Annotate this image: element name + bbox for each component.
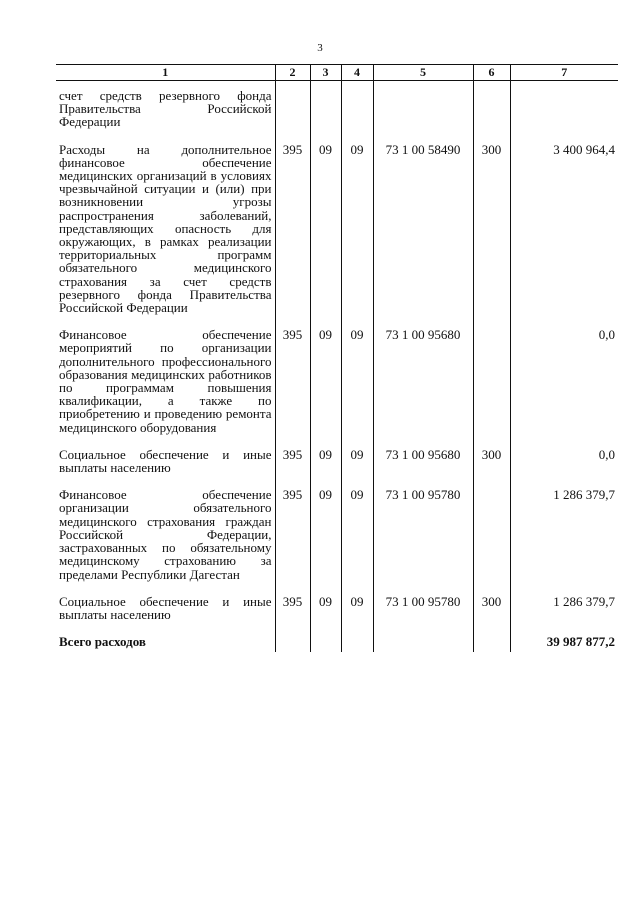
table-row [56, 444, 618, 484]
total-empty-cell [310, 631, 341, 652]
row-amount: 0,0 [510, 444, 618, 484]
row-code-target: 73 1 00 95680 [373, 324, 473, 444]
row-code-admin: 395 [275, 324, 310, 444]
column-header: 4 [341, 65, 373, 81]
row-code-admin [275, 81, 310, 139]
row-code-expense-type: 300 [473, 139, 510, 325]
row-code-section: 09 [310, 324, 341, 444]
column-header: 5 [373, 65, 473, 81]
column-header: 7 [510, 65, 618, 81]
row-code-admin: 395 [275, 591, 310, 631]
row-code-subsection: 09 [341, 444, 373, 484]
total-empty-cell [373, 631, 473, 652]
table-row [56, 484, 618, 590]
row-code-subsection: 09 [341, 591, 373, 631]
row-code-subsection: 09 [341, 484, 373, 590]
row-code-admin: 395 [275, 484, 310, 590]
row-code-target: 73 1 00 95680 [373, 444, 473, 484]
row-code-target: 73 1 00 58490 [373, 139, 473, 325]
row-code-section: 09 [310, 591, 341, 631]
column-header: 3 [310, 65, 341, 81]
table-row [56, 324, 618, 444]
total-empty-cell [473, 631, 510, 652]
row-code-subsection: 09 [341, 139, 373, 325]
row-code-admin: 395 [275, 139, 310, 325]
row-code-section: 09 [310, 484, 341, 590]
row-amount: 3 400 964,4 [510, 139, 618, 325]
total-empty-cell [275, 631, 310, 652]
row-amount: 1 286 379,7 [510, 484, 618, 590]
row-code-section: 09 [310, 139, 341, 325]
table-row [56, 139, 618, 325]
table-header-row [56, 65, 618, 81]
row-description: Социальное обеспечение и иные выплаты населению [59, 446, 272, 476]
row-code-section: 09 [310, 444, 341, 484]
row-code-subsection [341, 81, 373, 139]
row-code-subsection: 09 [341, 324, 373, 444]
total-value: 39 987 877,2 [510, 631, 618, 652]
total-row [56, 631, 618, 652]
total-label: Всего расходов [59, 634, 146, 650]
row-code-expense-type: 300 [473, 591, 510, 631]
row-amount [510, 81, 618, 139]
table-body [56, 81, 618, 653]
row-code-target: 73 1 00 95780 [373, 591, 473, 631]
row-code-target: 73 1 00 95780 [373, 484, 473, 590]
row-amount: 1 286 379,7 [510, 591, 618, 631]
table-row [56, 81, 618, 139]
table-row [56, 591, 618, 631]
row-description: Социальное обеспечение и иные выплаты населению [59, 593, 272, 622]
row-description: Расходы на дополнительное финансовое обеспечение медицинских организаций в условиях чрезвычайной ситуации и (или) при возникновении угрозы распространения заболеваний, представляющих опасность для окружающих, в рамках реализации территориальных программ обязательного медицинского страхования за счет средств резервного фонда Правительства Российской Федерации [59, 141, 272, 316]
page-number: 3 [317, 42, 323, 54]
row-description: счет средств резервного фонда Правительства Российской Федерации [59, 88, 272, 130]
row-code-expense-type: 300 [473, 444, 510, 484]
row-amount: 0,0 [510, 324, 618, 444]
row-code-section [310, 81, 341, 139]
row-description: Финансовое обеспечение мероприятий по организации дополнительного профессионального образования медицинских работников по программам повышения квалификации, а также по приобретению и проведению ремонта медицинского оборудования [59, 327, 272, 435]
row-code-admin: 395 [275, 444, 310, 484]
row-code-expense-type [473, 81, 510, 139]
column-header: 2 [275, 65, 310, 81]
column-header: 6 [473, 65, 510, 81]
budget-table [56, 64, 618, 652]
row-code-expense-type [473, 484, 510, 590]
row-code-target [373, 81, 473, 139]
row-description: Финансовое обеспечение организации обязательного медицинского страхования граждан Российской Федерации, застрахованных по обязательному медицинскому страхованию за пределами Республики Дагестан [59, 487, 272, 582]
row-code-expense-type [473, 324, 510, 444]
column-header: 1 [56, 65, 275, 81]
total-empty-cell [341, 631, 373, 652]
